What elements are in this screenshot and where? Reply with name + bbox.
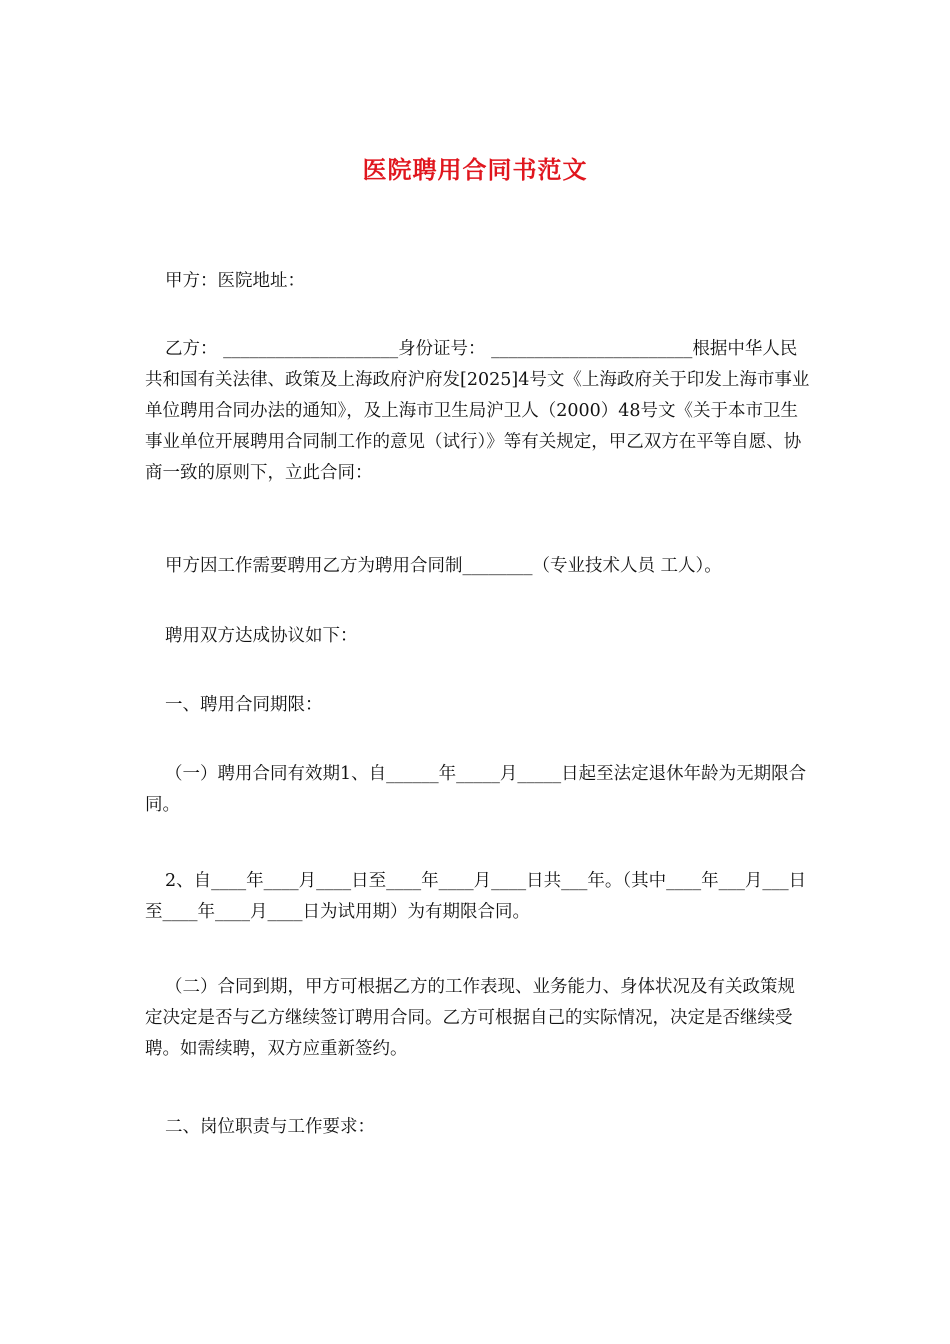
- employment-purpose: 甲方因工作需要聘用乙方为聘用合同制________（专业技术人员 工人）。: [165, 556, 722, 576]
- section-1-heading: 一、聘用合同期限：: [165, 695, 323, 715]
- clause-1-1: （一）聘用合同有效期1、自______年_____月_____日起至法定退休年龄为无期限合同。: [145, 764, 807, 815]
- agreement-intro: 聘用双方达成协议如下：: [165, 626, 358, 646]
- party-b-preamble: 乙方： ____________________身份证号： _______________________根据中华人民共和国有关法律、政策及上海政府沪府发[2025]4号文《上海政府关于印发上海市事业单位聘用合同办法的通知》，及上海市卫生局沪卫人（2000）48号文《关于本市卫生事业单位开展聘用合同制工作的意见（试行）》等有关规定，甲乙双方在平等自愿、协商一致的原则下，立此合同：: [145, 339, 810, 483]
- clause-1-2: 2、自____年____月____日至____年____月____日共___年。（其中____年___月___日至____年____月____日为试用期）为有期限合同。: [145, 871, 807, 922]
- party-a-line: 甲方：医院地址：: [165, 271, 305, 291]
- clause-1-renewal: （二）合同到期，甲方可根据乙方的工作表现、业务能力、身体状况及有关政策规定决定是否与乙方继续签订聘用合同。乙方可根据自己的实际情况，决定是否继续受聘。如需续聘，双方应重新签约。: [145, 977, 795, 1059]
- document-title: 医院聘用合同书范文: [362, 155, 588, 184]
- section-2-heading: 二、岗位职责与工作要求：: [165, 1117, 375, 1137]
